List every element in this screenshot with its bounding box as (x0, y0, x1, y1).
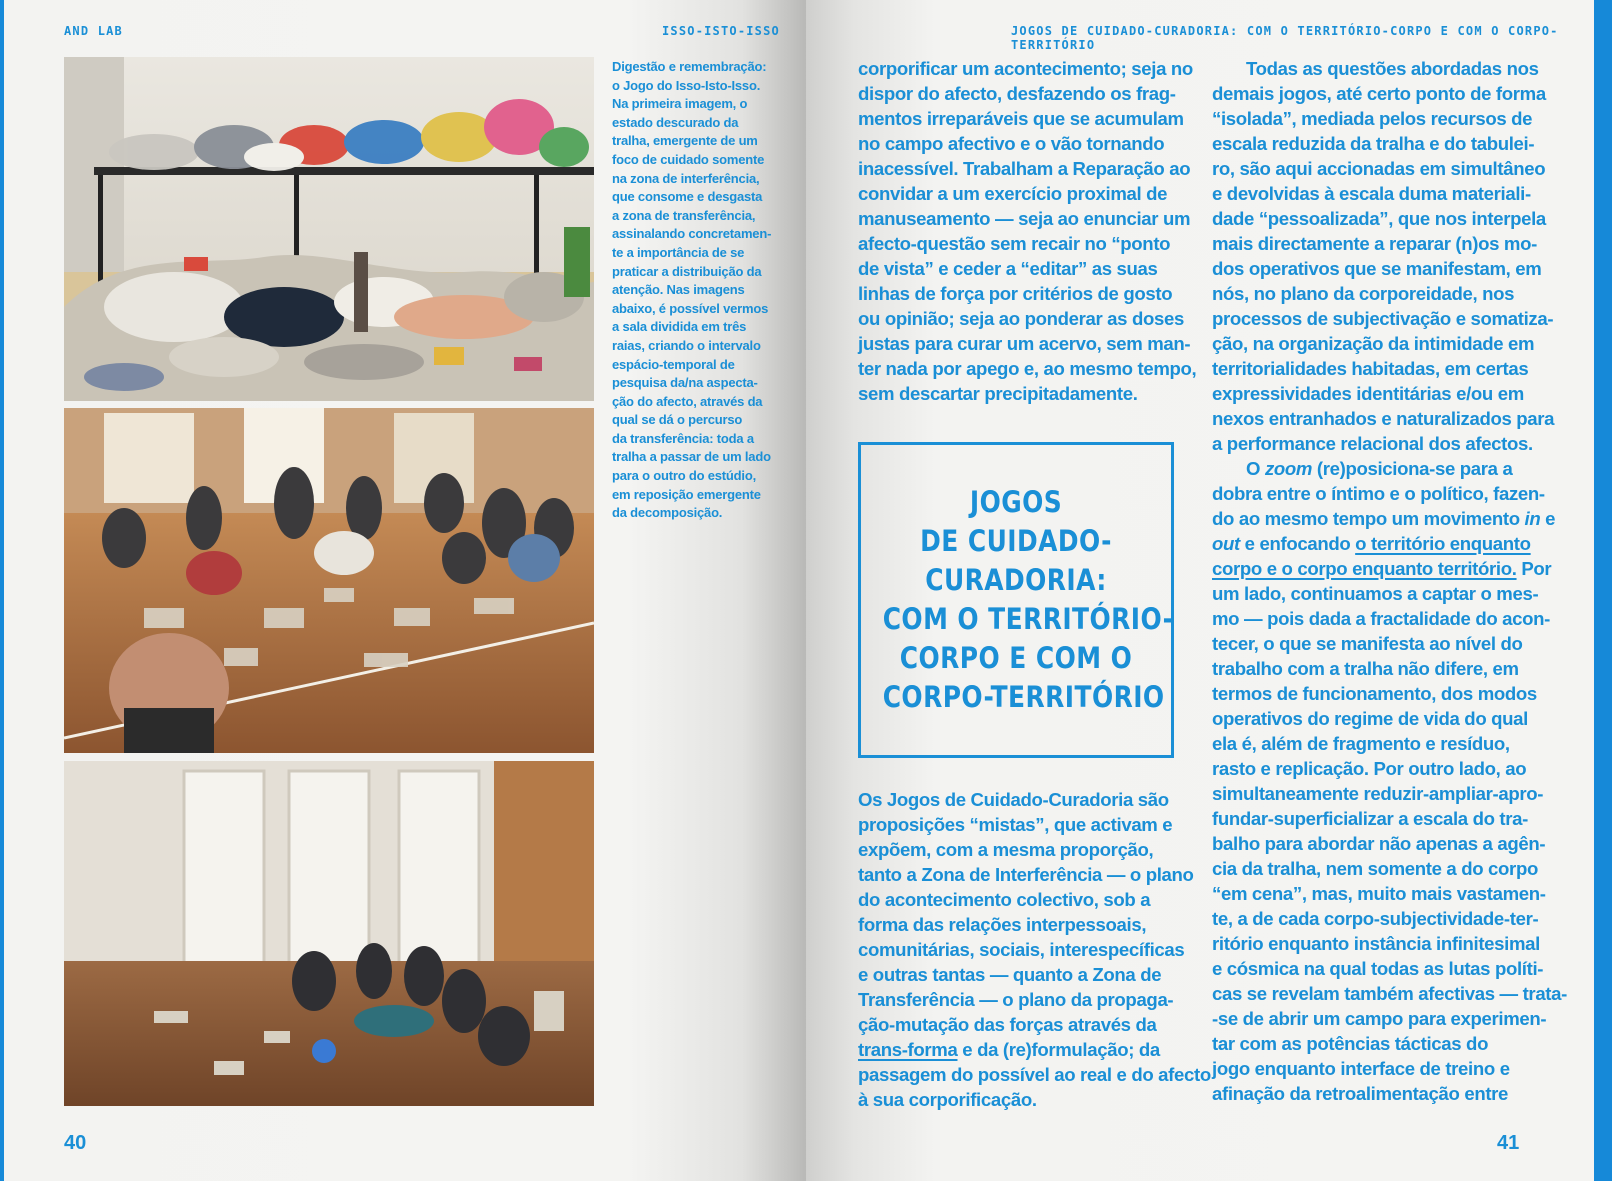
text-line: e devolvidas à escala duma materiali- (1212, 183, 1531, 204)
caption-line: para o outro do estúdio, (612, 468, 756, 484)
caption-line: ção do afecto, através da (612, 393, 763, 409)
text-line: nexos entranhados e naturalizados para (1212, 408, 1555, 429)
running-head-book: AND LAB (64, 24, 123, 38)
text-line: dade “pessoalizada”, que nos interpela (1212, 208, 1546, 229)
caption-line: da decomposição. (612, 505, 723, 521)
text-line: a performance relacional dos afectos. (1212, 433, 1533, 454)
running-head-section: ISSO-ISTO-ISSO (662, 24, 780, 38)
text-line: e outras tantas — quanto a Zona de (858, 964, 1162, 985)
text-line: passagem do possível ao real e do afecto (858, 1064, 1211, 1085)
photo-caption (612, 58, 782, 523)
photo-sorting (64, 408, 594, 753)
photo-sorting-illustration (64, 408, 594, 753)
caption-line: tralha a passar de um lado (612, 449, 771, 465)
caption-line: que consome e desgasta (612, 189, 763, 205)
text-line: ter nada por apego e, ao mesmo tempo, (858, 358, 1197, 379)
text-line: fundar-superficializar a escala do tra- (1212, 808, 1528, 829)
italic-term: in (1524, 508, 1541, 529)
italic-term: out (1212, 533, 1240, 554)
photo-room-illustration (64, 761, 594, 1106)
text-line: forma das relações interpessoais, (858, 914, 1147, 935)
text-fragment: O (1246, 458, 1265, 479)
text-line: ela é, além de fragmento e resíduo, (1212, 733, 1510, 754)
text-line: territorialidades habitadas, em certas (1212, 358, 1529, 379)
text-line: linhas de força por critérios de gosto (858, 283, 1173, 304)
text-line: dos operativos que se manifestam, em (1212, 258, 1542, 279)
text-line: escala reduzida da tralha e do tabulei- (1212, 133, 1535, 154)
text-line: ção-mutação das forças através da (858, 1014, 1157, 1035)
text-line (858, 1037, 1211, 1062)
text-line: expõem, com a mesma proporção, (858, 839, 1154, 860)
text-line: ritório enquanto instância infinitesimal (1212, 933, 1540, 954)
text-line: mo — pois dada a fractalidade do acon- (1212, 608, 1550, 629)
text-line: Os Jogos de Cuidado-Curadoria são (858, 789, 1169, 810)
text-line: cas se revelam também afectivas — trata- (1212, 983, 1567, 1004)
text-line: simultaneamente reduzir-ampliar-apro- (1212, 783, 1544, 804)
title-line: CORPO E COM O (899, 641, 1133, 675)
text-line: demais jogos, até certo ponto de forma (1212, 83, 1546, 104)
caption-line: espácio-temporal de (612, 356, 735, 372)
photo-room (64, 761, 594, 1106)
text-line: “em cena”, mas, muito mais vastamen- (1212, 883, 1546, 904)
text-line: ro, são aqui accionadas em simultâneo (1212, 158, 1546, 179)
text-column-2 (1212, 56, 1567, 1106)
text-fragment: e (1540, 508, 1556, 529)
text-line: sem descartar precipitadamente. (858, 383, 1138, 404)
caption-line: praticar a distribuição da (612, 263, 762, 279)
title-line: CORPO-TERRITÓRIO (882, 680, 1165, 714)
underlined-term: o território enquanto (1355, 533, 1531, 554)
text-line: afinação da retroalimentação entre (1212, 1083, 1509, 1104)
text-line: corporificar um acontecimento; seja no (858, 58, 1193, 79)
text-line: “isolada”, mediada pelos recursos de (1212, 108, 1533, 129)
text-line: balho para abordar não apenas a agên- (1212, 833, 1546, 854)
text-line: manuseamento — seja ao enunciar um (858, 208, 1191, 229)
caption-line: a sala dividida em três (612, 319, 747, 335)
text-line: proposições “mistas”, que activam e (858, 814, 1173, 835)
text-line: expressividades identitárias e/ou em (1212, 383, 1524, 404)
text-fragment: e da (re)formulação; da (957, 1039, 1160, 1060)
text-line: afecto-questão sem recair no “ponto (858, 233, 1171, 254)
text-line: termos de funcionamento, dos modos (1212, 683, 1537, 704)
text-line (1212, 506, 1567, 531)
photo-clutter-illustration (64, 57, 594, 401)
text-line: comunitárias, sociais, interespecíficas (858, 939, 1185, 960)
text-line: Transferência — o plano da propaga- (858, 989, 1174, 1010)
text-line: à sua corporificação. (858, 1089, 1037, 1110)
text-line: um lado, continuamos a captar o mes- (1212, 583, 1539, 604)
title-line: DE CUIDADO- (920, 524, 1112, 558)
caption-line: abaixo, é possível vermos (612, 300, 769, 316)
title-line: COM O TERRITÓRIO- (882, 602, 1174, 636)
caption-line: te a importância de se (612, 244, 745, 260)
text-fragment: do ao mesmo tempo um movimento (1212, 508, 1525, 529)
caption-line: o Jogo do Isso-Isto-Isso. (612, 77, 761, 93)
text-line: jogo enquanto interface de treino e (1212, 1058, 1510, 1079)
caption-line: assinalando concretamen- (612, 226, 772, 242)
text-line (1212, 531, 1567, 556)
text-line: ção, na organização da intimidade em (1212, 333, 1535, 354)
caption-line: Na primeira imagem, o (612, 96, 748, 112)
text-line: cia da tralha, nem somente a do corpo (1212, 858, 1538, 879)
text-line: inacessível. Trabalham a Reparação ao (858, 158, 1191, 179)
caption-line: Digestão e remembração: (612, 59, 767, 74)
italic-term: zoom (1264, 458, 1313, 479)
caption-line: tralha, emergente de um (612, 133, 758, 149)
title-line: CURADORIA: (925, 563, 1107, 597)
caption-line: atenção. Nas imagens (612, 282, 745, 298)
text-line: te, a de cada corpo-subjectividade-ter- (1212, 908, 1539, 929)
page-number-right: 41 (1497, 1132, 1520, 1154)
text-line: dobra entre o íntimo e o político, fazen- (1212, 483, 1545, 504)
text-fragment: Por (1516, 558, 1552, 579)
text-line: no campo afectivo e o vão tornando (858, 133, 1165, 154)
caption-line: na zona de interferência, (612, 170, 760, 186)
text-line (1212, 556, 1567, 581)
caption-line: qual se dá o percurso (612, 412, 743, 428)
text-column-1-bottom (858, 787, 1211, 1112)
text-line: e cósmica na qual todas as lutas políti- (1212, 958, 1544, 979)
underlined-term: corpo e o corpo enquanto território. (1212, 558, 1517, 579)
section-title (882, 483, 1174, 717)
caption-line: foco de cuidado somente (612, 151, 765, 167)
caption-line: a zona de transferência, (612, 207, 756, 223)
text-line: nós, no plano da corporeidade, nos (1212, 283, 1515, 304)
text-line: rasto e replicação. Por outro lado, ao (1212, 758, 1527, 779)
text-line: convidar a um exercício proximal de (858, 183, 1168, 204)
text-column-1-top (858, 56, 1196, 406)
text-fragment: (re)posiciona-se para a (1312, 458, 1513, 479)
text-line: operativos do regime de vida do qual (1212, 708, 1528, 729)
text-line: dispor do afecto, desfazendo os frag- (858, 83, 1176, 104)
section-title-box (858, 442, 1174, 758)
page-number-left: 40 (64, 1132, 87, 1154)
title-line: JOGOS (969, 485, 1063, 519)
caption-line: raias, criando o intervalo (612, 337, 761, 353)
text-line: do acontecimento colectivo, sob a (858, 889, 1151, 910)
text-line: trabalho com a tralha não difere, em (1212, 658, 1519, 679)
photo-clutter (64, 57, 594, 401)
caption-line: pesquisa da/na aspecta- (612, 375, 758, 391)
running-head-chapter: JOGOS DE CUIDADO-CURADORIA: COM O TERRITÓRIO-CORPO E COM O CORPO-TERRITÓRIO (1011, 24, 1559, 52)
text-line: -se de abrir um campo para experimen- (1212, 1008, 1547, 1029)
text-line (1212, 456, 1567, 481)
text-line: mentos irreparáveis que se acumulam (858, 108, 1184, 129)
text-line: processos de subjectivação e somatiza- (1212, 308, 1554, 329)
text-line: justas para curar um acervo, sem man- (858, 333, 1191, 354)
text-line: ou opinião; seja ao ponderar as doses (858, 308, 1184, 329)
text-line: de vista” e ceder a “editar” as suas (858, 258, 1158, 279)
caption-line: em reposição emergente (612, 486, 761, 502)
text-line: tar com as potências tácticas do (1212, 1033, 1489, 1054)
text-line: mais directamente a reparar (n)os mo- (1212, 233, 1537, 254)
text-line: tanto a Zona de Interferência — o plano (858, 864, 1194, 885)
text-fragment: e enfocando (1239, 533, 1356, 554)
text-line: Todas as questões abordadas nos (1246, 58, 1539, 79)
underlined-term: trans-forma (858, 1039, 958, 1060)
caption-line: da transferência: toda a (612, 430, 754, 446)
text-line: tecer, o que se manifesta ao nível do (1212, 633, 1523, 654)
caption-line: estado descurado da (612, 114, 739, 130)
